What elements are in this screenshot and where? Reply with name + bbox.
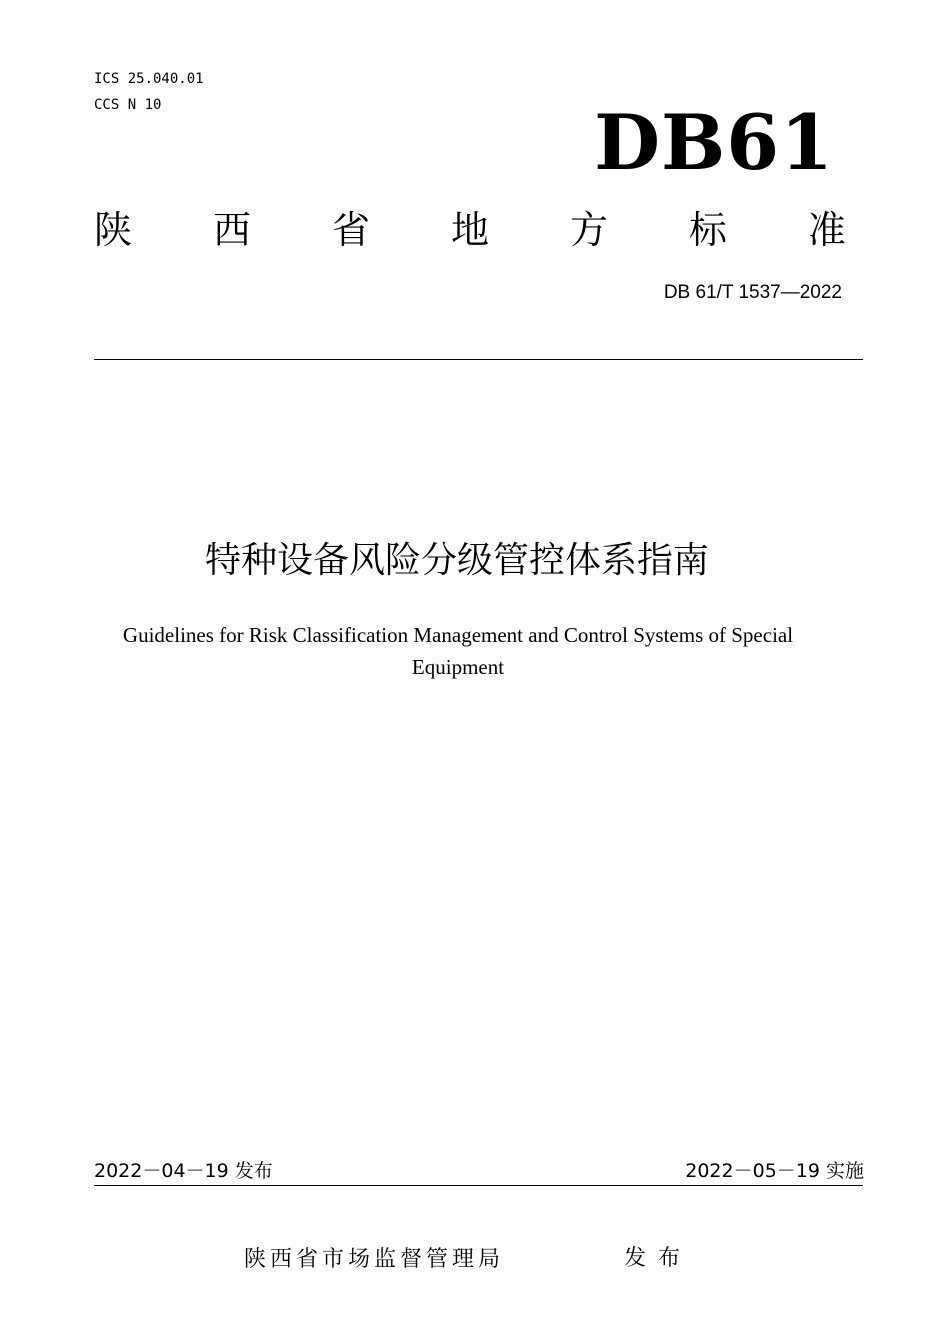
standard-type-char: 陕 bbox=[94, 208, 133, 252]
ics-code: ICS 25.040.01 bbox=[94, 71, 204, 87]
title-chinese: 特种设备风险分级管控体系指南 bbox=[204, 540, 709, 581]
implementation-date: 2022－05－19 实施 bbox=[685, 1160, 864, 1182]
standard-type-char: 标 bbox=[688, 208, 727, 252]
publisher-name: 陕西省市场监督管理局 bbox=[244, 1247, 505, 1272]
standard-type-char: 方 bbox=[569, 208, 608, 252]
standard-type-char: 准 bbox=[807, 208, 846, 252]
title-english bbox=[60, 619, 856, 683]
top-divider bbox=[94, 359, 863, 360]
standard-number: DB 61/T 1537—2022 bbox=[663, 282, 842, 303]
title-english-line1: Guidelines for Risk Classification Management and Control Systems of Special bbox=[122, 623, 794, 647]
db-logo: DB61 bbox=[594, 98, 834, 187]
publish-label: 发布 bbox=[624, 1246, 693, 1271]
standard-type-char: 省 bbox=[331, 208, 370, 252]
bottom-divider bbox=[94, 1185, 863, 1186]
ccs-code: CCS N 10 bbox=[94, 97, 162, 113]
standard-type-char: 西 bbox=[212, 208, 251, 252]
standard-type-heading bbox=[94, 204, 846, 256]
title-english-line2: Equipment bbox=[411, 655, 505, 679]
standard-type-char: 地 bbox=[450, 208, 489, 252]
issue-date: 2022－04－19 发布 bbox=[94, 1160, 273, 1182]
